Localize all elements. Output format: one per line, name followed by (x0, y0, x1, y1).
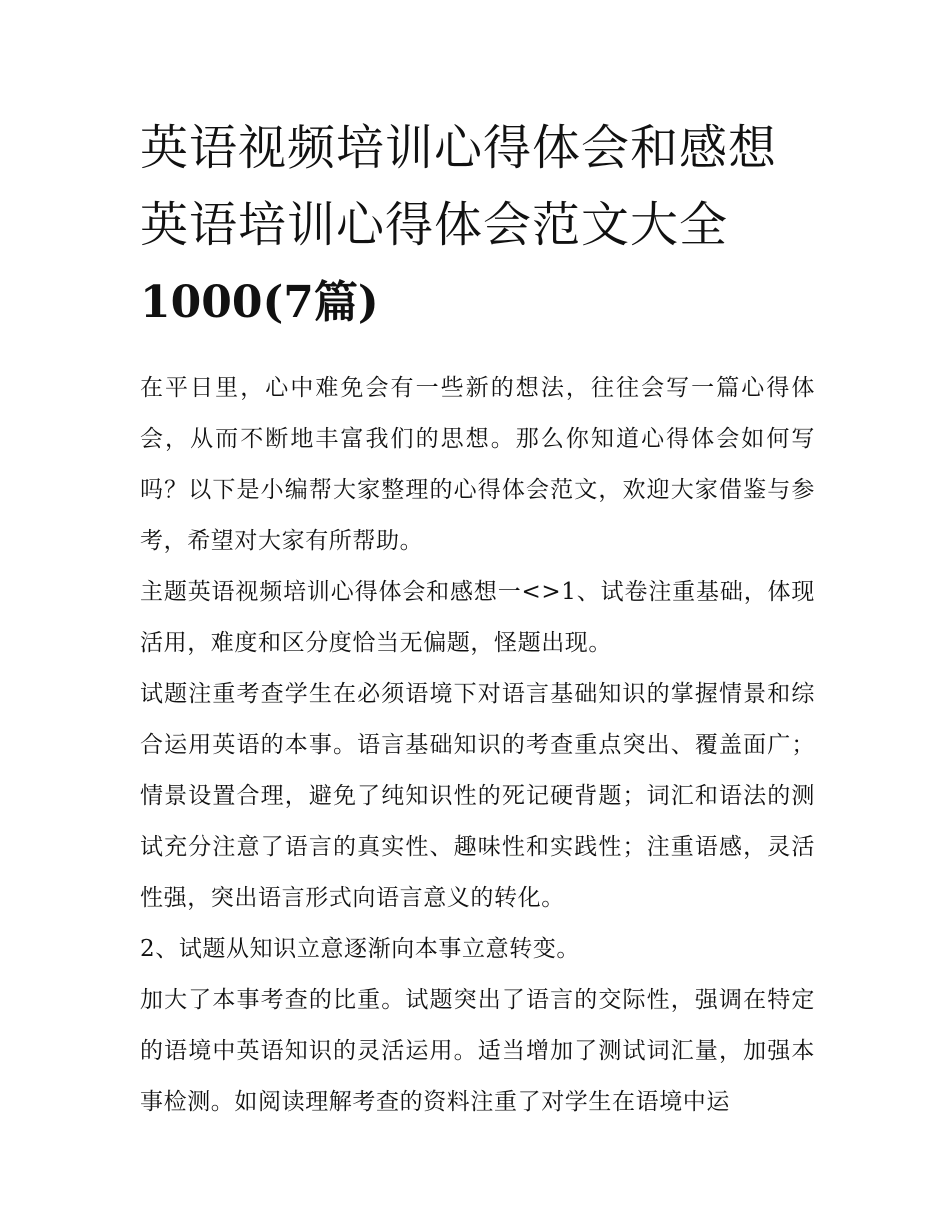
title-line-1: 英语视频培训心得体会和感想 (140, 120, 778, 176)
document-title (140, 110, 815, 341)
paragraph-point-1-detail: 试题注重考查学生在必须语境下对语言基础知识的掌握情景和综合运用英语的本事。语言基础知识的考查重点突出、覆盖面广；情景设置合理，避免了纯知识性的死记硬背题；词汇和语法的测试充分注意了语言的真实性、趣味性和实践性；注重语感，灵活性强，突出语言形式向语言意义的转化。 (140, 681, 815, 911)
document-body (140, 363, 815, 1128)
paragraph-intro: 在平日里，心中难免会有一些新的想法，往往会写一篇心得体会，从而不断地丰富我们的思想。那么你知道心得体会如何写吗？以下是小编帮大家整理的心得体会范文，欢迎大家借鉴与参考，希望对大家有所帮助。 (140, 375, 815, 554)
paragraph-point-1: 主题英语视频培训心得体会和感想一<>1、试卷注重基础，体现活用，难度和区分度恰当无偏题，怪题出现。 (140, 579, 815, 656)
paragraph-point-2-detail: 加大了本事考查的比重。试题突出了语言的交际性，强调在特定的语境中英语知识的灵活运用。适当增加了测试词汇量，加强本事检测。如阅读理解考查的资料注重了对学生在语境中运 (140, 987, 815, 1115)
title-line-3: 1000(7篇) (140, 277, 379, 328)
paragraph-point-2: 2、试题从知识立意逐渐向本事立意转变。 (140, 936, 581, 962)
title-line-2: 英语培训心得体会范文大全 (140, 197, 729, 253)
document-page (140, 110, 815, 1128)
